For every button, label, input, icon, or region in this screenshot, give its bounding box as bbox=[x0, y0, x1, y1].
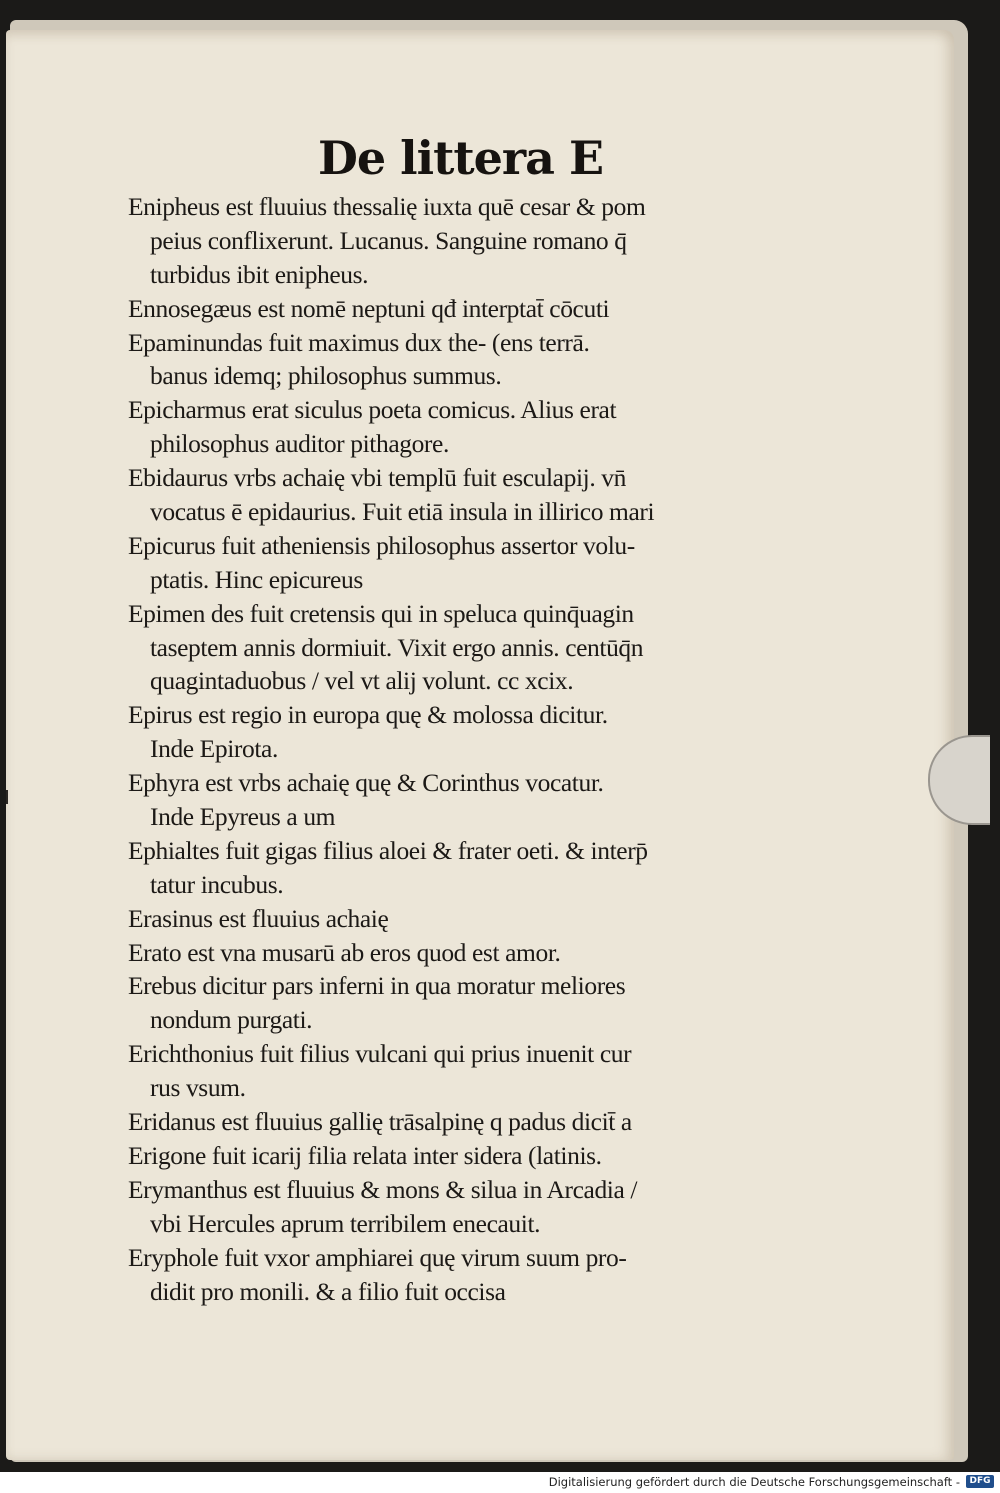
text-line: Ennosegæus est nomē neptuni qđ interptat̄ cōcuti bbox=[128, 293, 610, 323]
dfg-logo: DFG bbox=[966, 1475, 994, 1488]
text-line: Eridanus est fluuius gallię trāsalpinę q padus dicit̄ a bbox=[128, 1107, 632, 1137]
text-line: turbidus ibit enipheus. bbox=[150, 259, 369, 289]
text-line: vocatus ē epidaurius. Fuit etiā insula in illirico mari bbox=[150, 497, 655, 527]
text-line: peius conflixerunt. Lucanus. Sanguine romano q̄̄ bbox=[150, 225, 627, 255]
text-block bbox=[128, 190, 743, 1308]
text-line: Epicurus fuit atheniensis philosophus assertor volu- bbox=[128, 530, 635, 560]
text-line: ptatis. Hinc epicureus bbox=[150, 564, 363, 594]
footer-bar bbox=[0, 1472, 1000, 1493]
text-line: Ephialtes fuit gigas filius aloei & frater oeti. & interp̄ bbox=[128, 835, 648, 865]
text-line: Epirus est regio in europa quę & molossa dicitur. bbox=[128, 700, 608, 730]
footer-credit: Digitalisierung gefördert durch die Deutsche Forschungsgemeinschaft - bbox=[548, 1475, 960, 1489]
text-line: Inde Epyreus a um bbox=[150, 802, 336, 832]
text-line: Erichthonius fuit filius vulcani qui prius inuenit cur bbox=[128, 1039, 632, 1069]
text-line: Epicharmus erat siculus poeta comicus. Alius erat bbox=[128, 395, 617, 425]
text-line: taseptem annis dormiuit. Vixit ergo annis. centūq̄n bbox=[150, 632, 644, 662]
page-heading: De littera E bbox=[318, 131, 604, 185]
text-line: quagintaduobus / vel vt alij volunt. cc xcix. bbox=[150, 666, 574, 696]
text-line: vbi Hercules aprum terribilem enecauit. bbox=[150, 1208, 541, 1238]
text-line: Erebus dicitur pars inferni in qua moratur meliores bbox=[128, 971, 626, 1001]
text-line: Inde Epirota. bbox=[150, 734, 278, 764]
text-line: tatur incubus. bbox=[150, 869, 284, 899]
text-line: Erymanthus est fluuius & mons & silua in Arcadia / bbox=[128, 1174, 638, 1204]
text-line: Ephyra est vrbs achaię quę & Corinthus vocatur. bbox=[128, 768, 604, 798]
text-line: philosophus auditor pithagore. bbox=[150, 429, 449, 459]
text-line: banus idemq; philosophus summus. bbox=[150, 361, 502, 391]
text-line: Epimen des fuit cretensis qui in speluca quinq̄uagin bbox=[128, 598, 634, 628]
margin-mark bbox=[6, 790, 16, 804]
text-line: Epaminundas fuit maximus dux the- (ens terrā. bbox=[128, 327, 590, 357]
text-line: Erasinus est fluuius achaię bbox=[128, 903, 389, 933]
text-line: nondum purgati. bbox=[150, 1005, 313, 1035]
text-line: rus vsum. bbox=[150, 1073, 246, 1103]
text-line: Eryphole fuit vxor amphiarei quę virum suum pro- bbox=[128, 1242, 627, 1272]
text-line: Ebidaurus vrbs achaię vbi templū fuit esculapij. vn̄ bbox=[128, 463, 626, 493]
text-line: Erato est vna musarū ab eros quod est amor. bbox=[128, 937, 561, 967]
text-line: didit pro monili. & a filio fuit occisa bbox=[150, 1276, 506, 1306]
text-line: Erigone fuit icarij filia relata inter sidera (latinis. bbox=[128, 1140, 602, 1170]
text-line: Enipheus est fluuius thessalię iuxta quē cesar & pom bbox=[128, 192, 646, 221]
